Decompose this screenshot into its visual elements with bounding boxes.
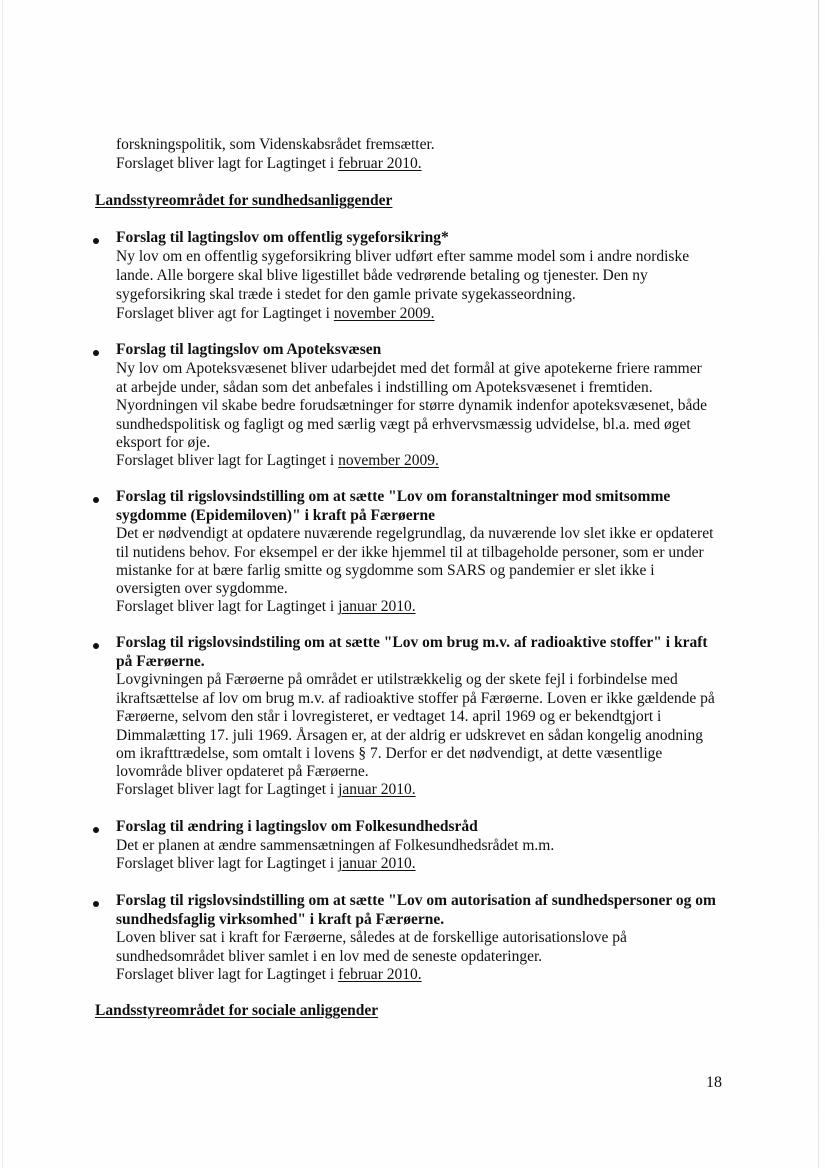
item-date: februar 2010. [338,966,422,983]
item-body-line: Ny lov om en offentlig sygeforsikring bliver udført efter samme model som i andre nordiske [116,248,690,265]
item-body-line: lande. Alle borgere skal blive ligestillet både vedrørende betaling og tjenester. Den ny [116,267,648,284]
bullet-icon [93,497,99,503]
item-closing-line: Forslaget bliver lagt for Lagtinget i november 2009. [116,452,439,469]
item-body-line: eksport for øje. [116,434,211,451]
item-title: Forslag til rigslovsindstiling om at sætte "Lov om brug m.v. af radioaktive stoffer" i kraft [116,634,708,651]
item-body-line: Det er nødvendigt at opdatere nuværende regelgrundlag, da nuværende lov slet ikke er opdateret [116,525,714,542]
item-title: Forslag til lagtingslov om Apoteksvæsen [116,341,382,358]
item-body-line: ikraftsættelse af lov om brug m.v. af radioaktive stoffer på Færøerne. Loven er ikke gældende på [116,690,715,707]
item-closing-line: Forslaget bliver lagt for Lagtinget i januar 2010. [116,781,416,798]
item-body-line: Nyordningen vil skabe bedre forudsætninger for større dynamik indenfor apoteksvæsenet, både [116,397,707,414]
item-title: på Færøerne. [116,653,205,670]
bullet-icon [93,350,99,356]
item-body-line: til nutidens behov. For eksempel er der ikke hjemmel til at tilbageholde personer, som er under [116,544,704,561]
intro-line: forskningspolitik, som Videnskabsrådet fremsætter. [116,136,435,153]
item-title: sygdomme (Epidemiloven)" i kraft på Færøerne [116,507,435,524]
section-heading-social: Landsstyreområdet for sociale anliggender [95,1002,379,1019]
item-body-line: sundhedspolitisk og fagligt og med særlig vægt på erhvervsmæssig udvidelse, bl.a. med øget [116,416,691,433]
item-title: Forslag til ændring i lagtingslov om Folkesundhedsråd [116,818,478,835]
item-title: Forslag til rigslovsindstilling om at sætte "Lov om autorisation af sundhedspersoner og om [116,892,716,909]
item-title: sundhedsfaglig virksomhed" i kraft på Færøerne. [116,911,445,928]
item-body-line: Det er planen at ændre sammensætningen af Folkesundhedsrådet m.m. [116,837,555,854]
item-date: januar 2010. [338,781,416,798]
bullet-icon [93,901,99,907]
item-body-line: mistanke for at bære farlig smitte og sygdomme som SARS og pandemier er slet ikke i [116,562,655,579]
item-title: Forslag til rigslovsindstilling om at sætte "Lov om foranstaltninger mod smitsomme [116,488,671,505]
intro-date: februar 2010. [338,155,422,172]
item-body-line: Færøerne, selvom den står i lovregisteret, er vedtaget 14. april 1969 og er bekendtgjort i [116,708,662,725]
item-body-line: Lovgivningen på Færøerne på området er utilstrækkelig og der skete fejl i forbindelse med [116,671,678,688]
section-heading-health: Landsstyreområdet for sundhedsanliggender [95,192,393,209]
item-body-line: Loven bliver sat i kraft for Færøerne, således at de forskellige autorisationslove på [116,929,627,946]
item-date: november 2009. [333,305,435,322]
item-closing-line: Forslaget bliver lagt for Lagtinget i februar 2010. [116,966,422,983]
item-body-line: om ikrafttrædelse, som omtalt i lovens § 7. Derfor er det nødvendigt, at dette væsentlige [116,745,663,762]
item-body-line: sundhedsområdet bliver samlet i en lov med de seneste opdateringer. [116,948,543,965]
item-date: januar 2010. [338,855,416,872]
item-body-line: at arbejde under, sådan som det anbefales i indstilling om Apoteksvæsenet i fremtiden. [116,379,653,396]
item-closing-line: Forslaget bliver lagt for Lagtinget i januar 2010. [116,598,416,615]
page-number: 18 [706,1074,722,1091]
item-body-line: Dimmalætting 17. juli 1969. Årsagen er, at der aldrig er udskrevet en sådan kongelig anodning [116,727,703,744]
item-closing-line: Forslaget bliver agt for Lagtinget i november 2009. [116,305,435,322]
bullet-icon [93,643,99,649]
item-date: november 2009. [338,452,439,469]
item-body-line: Ny lov om Apoteksvæsenet bliver udarbejdet med det formål at give apotekerne friere rammer [116,360,702,377]
item-date: januar 2010. [338,598,416,615]
bullet-icon [93,238,99,244]
bullet-icon [93,827,99,833]
item-body-line: sygeforsikring skal træde i stedet for den gamle private sygekasseordning. [116,286,576,303]
item-body-line: oversigten over sygdomme. [116,580,288,597]
item-closing-line: Forslaget bliver lagt for Lagtinget i januar 2010. [116,855,416,872]
item-title: Forslag til lagtingslov om offentlig sygeforsikring* [116,229,449,246]
intro-closing-line: Forslaget bliver lagt for Lagtinget i februar 2010. [116,155,422,172]
item-body-line: lovområde bliver opdateret på Færøerne. [116,763,369,780]
